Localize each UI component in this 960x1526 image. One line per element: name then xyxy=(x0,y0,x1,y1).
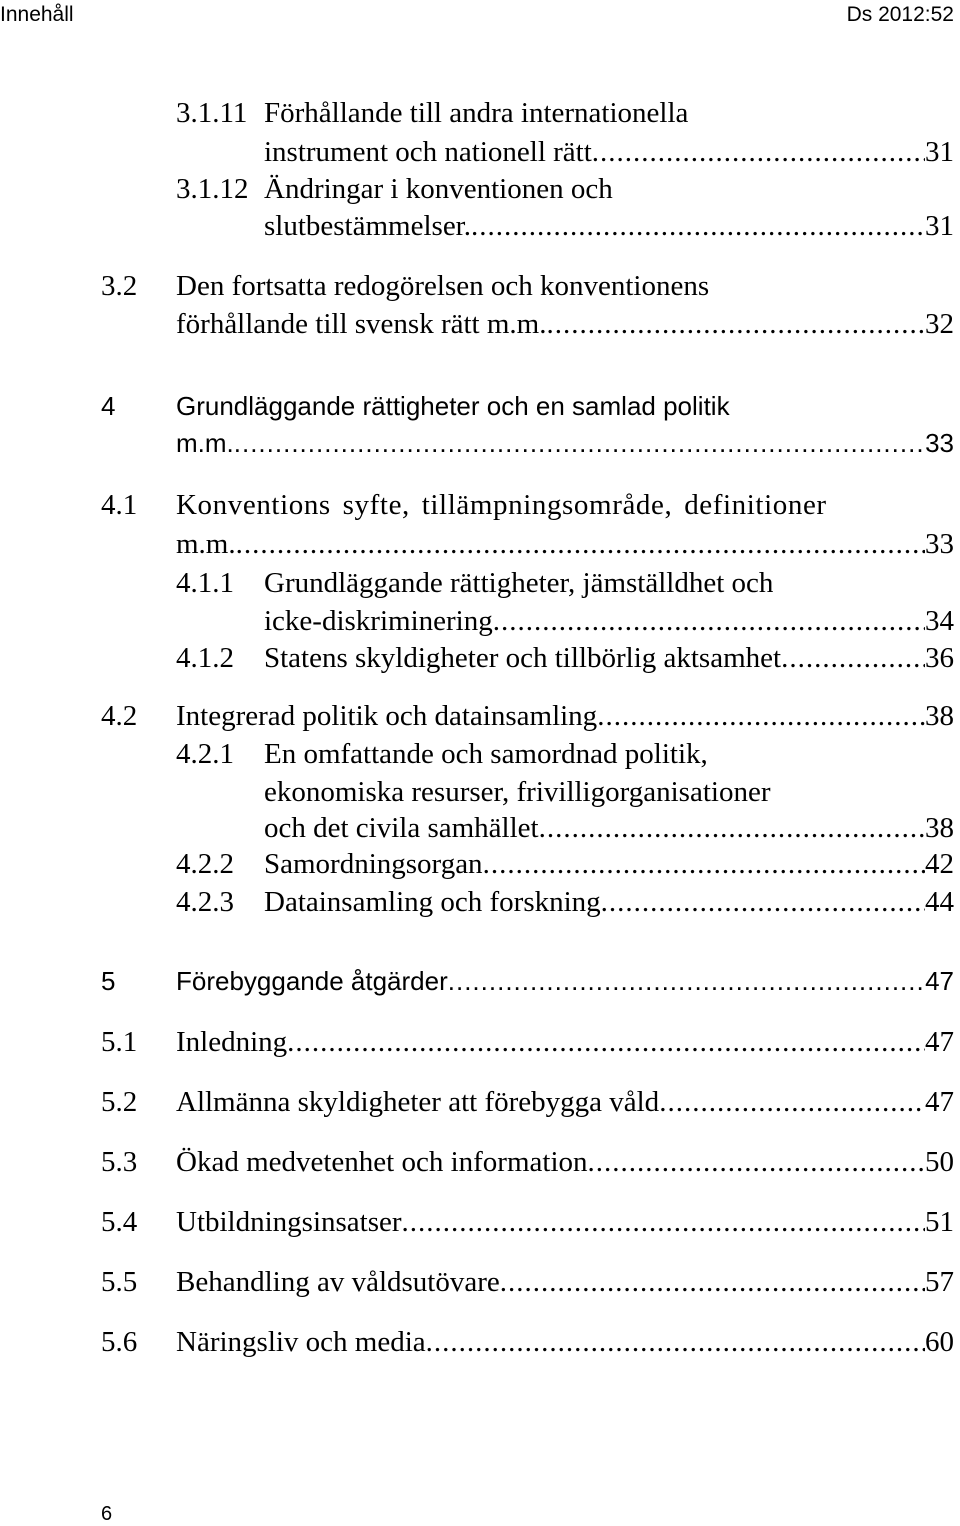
toc-entry-leader-line xyxy=(264,605,954,638)
dot-leader xyxy=(659,1086,925,1119)
toc-entry-title: Ökad medvetenhet och information xyxy=(176,1146,588,1178)
toc-entry-leader-line xyxy=(176,1086,954,1119)
toc-entry-number: 4.1 xyxy=(101,489,138,521)
toc-entry-leader-line xyxy=(264,210,954,243)
toc-entry-page: 47 xyxy=(925,1086,954,1118)
toc-entry-leader-line xyxy=(176,700,954,733)
toc-entry-page: 32 xyxy=(925,308,954,340)
toc-chapter-number: 4 xyxy=(101,391,116,421)
dot-leader xyxy=(588,1146,925,1179)
dot-leader xyxy=(236,528,925,561)
toc-entry-number: 3.2 xyxy=(101,270,138,302)
toc-entry-title: Konventions syfte, tillämpningsområde, definitioner xyxy=(176,489,827,521)
toc-entry-title: Inledning xyxy=(176,1026,288,1058)
toc-chapter-leader-line xyxy=(176,966,954,997)
dot-leader xyxy=(448,966,925,997)
toc-entry-number: 4.2.1 xyxy=(176,738,234,770)
running-header-document-id: Ds 2012:52 xyxy=(846,3,954,26)
toc-chapter-page: 47 xyxy=(925,966,954,996)
toc-entry-title-continued: m.m. xyxy=(176,528,236,560)
toc-entry-page: 60 xyxy=(925,1326,954,1358)
toc-entry-title: Grundläggande rättigheter, jämställdhet och xyxy=(264,567,774,599)
toc-entry-page: 51 xyxy=(925,1206,954,1238)
dot-leader xyxy=(234,428,925,459)
toc-entry-number: 5.4 xyxy=(101,1206,138,1238)
toc-chapter-title: Förebyggande åtgärder xyxy=(176,966,448,996)
toc-entry-title-continued: ekonomiska resurser, frivilligorganisationer xyxy=(264,776,771,808)
toc-entry-number: 3.1.11 xyxy=(176,97,248,129)
toc-entry-leader-line xyxy=(264,848,954,881)
toc-entry-title: Utbildningsinsatser xyxy=(176,1206,402,1238)
toc-entry-page: 57 xyxy=(925,1266,954,1298)
dot-leader xyxy=(493,605,925,638)
toc-entry-title: Integrerad politik och datainsamling xyxy=(176,700,598,732)
toc-chapter-title-continued: m.m. xyxy=(176,428,234,458)
toc-entry-leader-line xyxy=(176,528,954,561)
running-header-section: Innehåll xyxy=(0,3,74,26)
dot-leader xyxy=(597,700,925,733)
dot-leader xyxy=(546,308,925,341)
dot-leader xyxy=(781,642,925,675)
toc-entry-leader-line xyxy=(176,1206,954,1239)
toc-entry-number: 4.2.2 xyxy=(176,848,234,880)
toc-entry-title: Datainsamling och forskning xyxy=(264,886,601,918)
toc-entry-leader-line xyxy=(176,1266,954,1299)
toc-entry-page: 38 xyxy=(925,812,954,844)
toc-entry-number: 4.2.3 xyxy=(176,886,234,918)
toc-entry-page: 33 xyxy=(925,528,954,560)
toc-entry-page: 34 xyxy=(925,605,954,637)
toc-entry-title: En omfattande och samordnad politik, xyxy=(264,738,708,770)
toc-entry-title: Den fortsatta redogörelsen och konventionens xyxy=(176,270,710,302)
toc-entry-page: 31 xyxy=(925,136,954,168)
dot-leader xyxy=(483,848,925,881)
toc-entry-leader-line xyxy=(176,1326,954,1359)
toc-entry-page: 36 xyxy=(925,642,954,674)
toc-entry-page: 47 xyxy=(925,1026,954,1058)
toc-entry-page: 44 xyxy=(925,886,954,918)
dot-leader xyxy=(287,1026,925,1059)
dot-leader xyxy=(592,136,925,169)
dot-leader xyxy=(601,886,925,919)
toc-entry-number: 5.5 xyxy=(101,1266,138,1298)
toc-entry-page: 42 xyxy=(925,848,954,880)
toc-entry-number: 3.1.12 xyxy=(176,173,249,205)
dot-leader xyxy=(500,1266,925,1299)
toc-entry-number: 5.6 xyxy=(101,1326,138,1358)
toc-entry-title: Näringsliv och media xyxy=(176,1326,426,1358)
toc-entry-leader-line xyxy=(176,1146,954,1179)
toc-entry-number: 5.3 xyxy=(101,1146,138,1178)
toc-entry-title-continued: slutbestämmelser. xyxy=(264,210,471,242)
toc-entry-leader-line xyxy=(264,642,954,675)
dot-leader xyxy=(402,1206,925,1239)
toc-chapter-title: Grundläggande rättigheter och en samlad politik xyxy=(176,391,730,421)
toc-entry-number: 5.2 xyxy=(101,1086,138,1118)
toc-entry-leader-line xyxy=(264,886,954,919)
toc-chapter-page: 33 xyxy=(925,428,954,458)
toc-entry-leader-line xyxy=(176,1026,954,1059)
toc-entry-title-continued: och det civila samhället xyxy=(264,812,539,844)
toc-chapter-number: 5 xyxy=(101,966,116,996)
toc-entry-number: 5.1 xyxy=(101,1026,138,1058)
toc-entry-leader-line xyxy=(264,136,954,169)
toc-entry-title: Statens skyldigheter och tillbörlig aktsamhet xyxy=(264,642,782,674)
toc-entry-title: Allmänna skyldigheter att förebygga våld xyxy=(176,1086,660,1118)
toc-entry-page: 50 xyxy=(925,1146,954,1178)
toc-entry-number: 4.1.1 xyxy=(176,567,234,599)
dot-leader xyxy=(539,812,925,845)
toc-entry-leader-line xyxy=(176,308,954,341)
toc-entry-page: 31 xyxy=(925,210,954,242)
dot-leader xyxy=(426,1326,925,1359)
dot-leader xyxy=(471,210,925,243)
toc-entry-title: Förhållande till andra internationella xyxy=(264,97,689,129)
toc-entry-page: 38 xyxy=(925,700,954,732)
page-number: 6 xyxy=(101,1503,113,1525)
toc-entry-leader-line xyxy=(264,812,954,845)
toc-entry-title: Ändringar i konventionen och xyxy=(264,173,613,205)
toc-entry-title: Samordningsorgan xyxy=(264,848,483,880)
toc-entry-title: Behandling av våldsutövare xyxy=(176,1266,500,1298)
toc-chapter-leader-line xyxy=(176,428,954,459)
toc-entry-number: 4.2 xyxy=(101,700,138,732)
toc-entry-number: 4.1.2 xyxy=(176,642,234,674)
toc-entry-title-continued: instrument och nationell rätt xyxy=(264,136,592,168)
toc-entry-title-continued: icke-diskriminering xyxy=(264,605,493,637)
toc-entry-title-continued: förhållande till svensk rätt m.m. xyxy=(176,308,547,340)
